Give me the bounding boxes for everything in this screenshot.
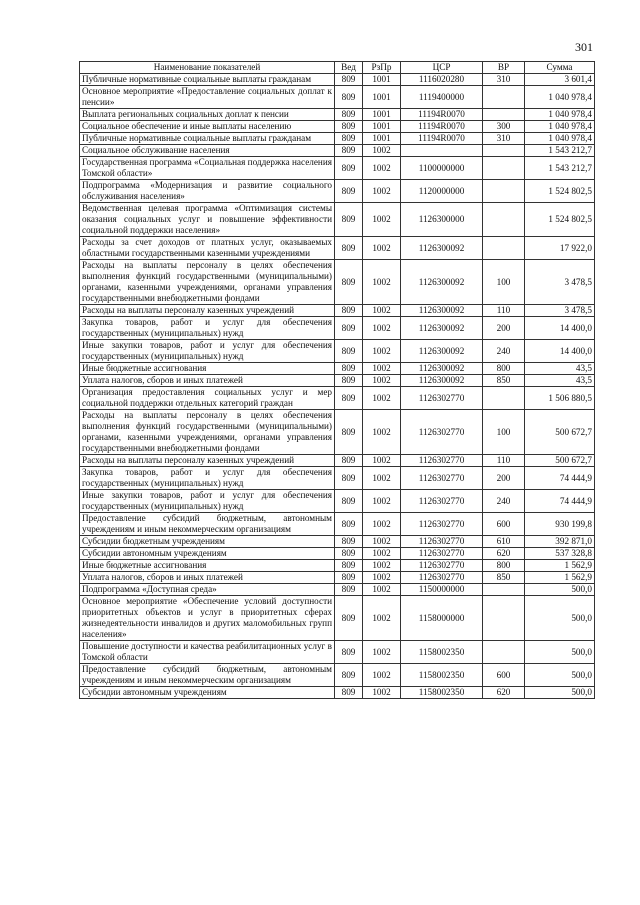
cell-name: Субсидии автономным учреждениям: [80, 548, 335, 560]
cell-name: Государственная программа «Социальная поддержка населения Томской области»: [80, 157, 335, 180]
cell-ved: 809: [335, 86, 363, 109]
cell-csr: 1116020280: [401, 74, 483, 86]
page-number: 301: [575, 40, 593, 54]
cell-rzpr: 1002: [363, 641, 401, 664]
cell-vr: [483, 109, 525, 121]
cell-ved: 809: [335, 410, 363, 455]
cell-sum: 3 601,4: [525, 74, 595, 86]
cell-sum: 500,0: [525, 641, 595, 664]
cell-ved: 809: [335, 260, 363, 305]
cell-sum: 1 040 978,4: [525, 109, 595, 121]
table-row: [80, 157, 595, 180]
cell-csr: [401, 145, 483, 157]
cell-rzpr: 1002: [363, 387, 401, 410]
cell-ved: 809: [335, 180, 363, 203]
cell-csr: 1126302770: [401, 560, 483, 572]
cell-sum: 930 199,8: [525, 513, 595, 536]
header-rzpr: РзПр: [363, 62, 401, 74]
cell-name: Повышение доступности и качества реабилитационных услуг в Томской области: [80, 641, 335, 664]
cell-name: Подпрограмма «Модернизация и развитие социального обслуживания населения»: [80, 180, 335, 203]
cell-name: Субсидии автономным учреждениям: [80, 687, 335, 699]
cell-name: Расходы на выплаты персоналу в целях обеспечения выполнения функций государственными (муниципальными) органами, казенными учреждениями, органами управления государственными внебюджетными фондами: [80, 410, 335, 455]
cell-csr: 1126302770: [401, 548, 483, 560]
cell-ved: 809: [335, 490, 363, 513]
table-row: [80, 596, 595, 641]
cell-ved: 809: [335, 584, 363, 596]
cell-vr: [483, 596, 525, 641]
cell-name: Публичные нормативные социальные выплаты гражданам: [80, 74, 335, 86]
cell-vr: 240: [483, 340, 525, 363]
header-ved: Вед: [335, 62, 363, 74]
cell-ved: 809: [335, 455, 363, 467]
cell-vr: [483, 157, 525, 180]
cell-ved: 809: [335, 664, 363, 687]
table-row: [80, 121, 595, 133]
table-header-row: [80, 62, 595, 74]
table-row: [80, 180, 595, 203]
cell-name: Уплата налогов, сборов и иных платежей: [80, 375, 335, 387]
cell-vr: 610: [483, 536, 525, 548]
cell-sum: 500 672,7: [525, 410, 595, 455]
cell-csr: 1126302770: [401, 572, 483, 584]
cell-csr: 1126300092: [401, 340, 483, 363]
cell-name: Основное мероприятие «Предоставление социальных доплат к пенсии»: [80, 86, 335, 109]
cell-vr: 620: [483, 548, 525, 560]
cell-name: Иные закупки товаров, работ и услуг для обеспечения государственных (муниципальных) нужд: [80, 340, 335, 363]
cell-rzpr: 1002: [363, 467, 401, 490]
cell-ved: 809: [335, 375, 363, 387]
cell-vr: 200: [483, 467, 525, 490]
header-vr: ВР: [483, 62, 525, 74]
cell-sum: 1 543 212,7: [525, 145, 595, 157]
cell-vr: [483, 584, 525, 596]
cell-rzpr: 1002: [363, 513, 401, 536]
cell-sum: 43,5: [525, 375, 595, 387]
cell-csr: 1126300092: [401, 317, 483, 340]
cell-name: Подпрограмма «Доступная среда»: [80, 584, 335, 596]
cell-csr: 11194R0070: [401, 109, 483, 121]
cell-csr: 11194R0070: [401, 121, 483, 133]
cell-rzpr: 1001: [363, 109, 401, 121]
cell-csr: 1126302770: [401, 455, 483, 467]
cell-rzpr: 1001: [363, 74, 401, 86]
table-row: [80, 203, 595, 237]
cell-sum: 1 040 978,4: [525, 121, 595, 133]
cell-rzpr: 1002: [363, 548, 401, 560]
table-row: [80, 641, 595, 664]
cell-csr: 1126300092: [401, 260, 483, 305]
cell-name: Социальное обслуживание населения: [80, 145, 335, 157]
cell-vr: 800: [483, 560, 525, 572]
cell-name: Расходы за счет доходов от платных услуг, оказываемых областными государственными казенными учреждениями: [80, 237, 335, 260]
cell-name: Расходы на выплаты персоналу казенных учреждений: [80, 305, 335, 317]
cell-vr: 100: [483, 260, 525, 305]
cell-csr: 1158000000: [401, 596, 483, 641]
cell-ved: 809: [335, 641, 363, 664]
cell-csr: 1126300092: [401, 305, 483, 317]
cell-ved: 809: [335, 548, 363, 560]
cell-sum: 1 524 802,5: [525, 203, 595, 237]
cell-vr: 240: [483, 490, 525, 513]
cell-ved: 809: [335, 121, 363, 133]
cell-sum: 1 524 802,5: [525, 180, 595, 203]
cell-ved: 809: [335, 317, 363, 340]
table-row: [80, 133, 595, 145]
cell-name: Социальное обеспечение и иные выплаты населению: [80, 121, 335, 133]
cell-sum: 1 506 880,5: [525, 387, 595, 410]
cell-ved: 809: [335, 157, 363, 180]
budget-table: [79, 61, 595, 699]
cell-sum: 14 400,0: [525, 340, 595, 363]
cell-ved: 809: [335, 560, 363, 572]
cell-vr: 600: [483, 664, 525, 687]
cell-sum: 43,5: [525, 363, 595, 375]
cell-sum: 1 562,9: [525, 560, 595, 572]
cell-vr: [483, 237, 525, 260]
cell-rzpr: 1002: [363, 363, 401, 375]
cell-sum: 500,0: [525, 584, 595, 596]
cell-rzpr: 1002: [363, 687, 401, 699]
cell-sum: 14 400,0: [525, 317, 595, 340]
cell-csr: 1126302770: [401, 536, 483, 548]
cell-sum: 1 562,9: [525, 572, 595, 584]
header-name: Наименование показателей: [80, 62, 335, 74]
table-row: [80, 340, 595, 363]
cell-name: Иные закупки товаров, работ и услуг для обеспечения государственных (муниципальных) нужд: [80, 490, 335, 513]
cell-rzpr: 1002: [363, 410, 401, 455]
table-row: [80, 687, 595, 699]
cell-ved: 809: [335, 536, 363, 548]
cell-sum: 1 040 978,4: [525, 133, 595, 145]
cell-csr: 1119400000: [401, 86, 483, 109]
cell-vr: [483, 203, 525, 237]
cell-vr: 310: [483, 74, 525, 86]
cell-sum: 74 444,9: [525, 490, 595, 513]
cell-name: Иные бюджетные ассигнования: [80, 363, 335, 375]
table-row: [80, 490, 595, 513]
cell-sum: 3 478,5: [525, 305, 595, 317]
cell-csr: 1120000000: [401, 180, 483, 203]
cell-vr: 850: [483, 375, 525, 387]
cell-name: Закупка товаров, работ и услуг для обеспечения государственных (муниципальных) нужд: [80, 467, 335, 490]
cell-csr: 1126300000: [401, 203, 483, 237]
table-row: [80, 664, 595, 687]
cell-rzpr: 1002: [363, 145, 401, 157]
cell-vr: 800: [483, 363, 525, 375]
cell-vr: [483, 641, 525, 664]
cell-vr: 300: [483, 121, 525, 133]
cell-ved: 809: [335, 467, 363, 490]
table-row: [80, 572, 595, 584]
cell-vr: [483, 86, 525, 109]
cell-rzpr: 1002: [363, 560, 401, 572]
cell-rzpr: 1002: [363, 203, 401, 237]
cell-csr: 1158002350: [401, 641, 483, 664]
cell-name: Публичные нормативные социальные выплаты гражданам: [80, 133, 335, 145]
cell-ved: 809: [335, 387, 363, 410]
cell-csr: 1126302770: [401, 467, 483, 490]
cell-vr: [483, 387, 525, 410]
cell-vr: 100: [483, 410, 525, 455]
cell-rzpr: 1002: [363, 536, 401, 548]
cell-name: Предоставление субсидий бюджетным, автономным учреждениям и иным некоммерческим организациям: [80, 664, 335, 687]
cell-rzpr: 1002: [363, 490, 401, 513]
cell-csr: 1126302770: [401, 410, 483, 455]
cell-ved: 809: [335, 572, 363, 584]
cell-sum: 1 543 212,7: [525, 157, 595, 180]
table-row: [80, 363, 595, 375]
cell-ved: 809: [335, 109, 363, 121]
cell-ved: 809: [335, 145, 363, 157]
cell-name: Иные бюджетные ассигнования: [80, 560, 335, 572]
cell-ved: 809: [335, 133, 363, 145]
cell-name: Закупка товаров, работ и услуг для обеспечения государственных (муниципальных) нужд: [80, 317, 335, 340]
table-row: [80, 109, 595, 121]
cell-csr: 11194R0070: [401, 133, 483, 145]
cell-rzpr: 1002: [363, 455, 401, 467]
cell-sum: 1 040 978,4: [525, 86, 595, 109]
cell-ved: 809: [335, 203, 363, 237]
table-row: [80, 145, 595, 157]
cell-rzpr: 1002: [363, 180, 401, 203]
table-row: [80, 74, 595, 86]
cell-sum: 537 328,8: [525, 548, 595, 560]
cell-name: Расходы на выплаты персоналу в целях обеспечения выполнения функций государственными (муниципальными) органами, казенными учреждениями, органами управления государственными внебюджетными фондами: [80, 260, 335, 305]
cell-ved: 809: [335, 363, 363, 375]
cell-csr: 1100000000: [401, 157, 483, 180]
cell-ved: 809: [335, 340, 363, 363]
cell-sum: 500,0: [525, 664, 595, 687]
cell-rzpr: 1001: [363, 133, 401, 145]
cell-ved: 809: [335, 596, 363, 641]
cell-vr: 310: [483, 133, 525, 145]
cell-rzpr: 1001: [363, 121, 401, 133]
cell-vr: 200: [483, 317, 525, 340]
table-row: [80, 305, 595, 317]
table-row: [80, 260, 595, 305]
cell-name: Субсидии бюджетным учреждениям: [80, 536, 335, 548]
cell-ved: 809: [335, 305, 363, 317]
cell-vr: 600: [483, 513, 525, 536]
cell-vr: [483, 180, 525, 203]
cell-csr: 1126302770: [401, 387, 483, 410]
cell-rzpr: 1002: [363, 572, 401, 584]
cell-rzpr: 1001: [363, 86, 401, 109]
cell-sum: 74 444,9: [525, 467, 595, 490]
cell-rzpr: 1002: [363, 260, 401, 305]
table-row: [80, 375, 595, 387]
cell-name: Уплата налогов, сборов и иных платежей: [80, 572, 335, 584]
table-row: [80, 584, 595, 596]
cell-csr: 1126302770: [401, 513, 483, 536]
cell-sum: 500 672,7: [525, 455, 595, 467]
cell-csr: 1126300092: [401, 237, 483, 260]
cell-sum: 500,0: [525, 687, 595, 699]
table-row: [80, 237, 595, 260]
cell-ved: 809: [335, 687, 363, 699]
cell-vr: 110: [483, 305, 525, 317]
table-row: [80, 86, 595, 109]
cell-vr: [483, 145, 525, 157]
cell-ved: 809: [335, 74, 363, 86]
table-row: [80, 317, 595, 340]
cell-name: Расходы на выплаты персоналу казенных учреждений: [80, 455, 335, 467]
cell-name: Предоставление субсидий бюджетным, автономным учреждениям и иным некоммерческим организациям: [80, 513, 335, 536]
cell-csr: 1126300092: [401, 375, 483, 387]
cell-rzpr: 1002: [363, 584, 401, 596]
cell-rzpr: 1002: [363, 596, 401, 641]
cell-sum: 500,0: [525, 596, 595, 641]
cell-vr: 620: [483, 687, 525, 699]
cell-ved: 809: [335, 513, 363, 536]
cell-rzpr: 1002: [363, 375, 401, 387]
cell-csr: 1126300092: [401, 363, 483, 375]
cell-vr: 850: [483, 572, 525, 584]
table-row: [80, 560, 595, 572]
cell-csr: 1126302770: [401, 490, 483, 513]
cell-ved: 809: [335, 237, 363, 260]
table-row: [80, 467, 595, 490]
cell-rzpr: 1002: [363, 317, 401, 340]
cell-csr: 1158002350: [401, 664, 483, 687]
cell-name: Ведомственная целевая программа «Оптимизация системы оказания социальных услуг и повышение эффективности социальной поддержки населения»: [80, 203, 335, 237]
cell-sum: 3 478,5: [525, 260, 595, 305]
cell-rzpr: 1002: [363, 237, 401, 260]
table-row: [80, 548, 595, 560]
cell-name: Организация предоставления социальных услуг и мер социальной поддержки отдельных категорий граждан: [80, 387, 335, 410]
cell-sum: 392 871,0: [525, 536, 595, 548]
cell-csr: 1150000000: [401, 584, 483, 596]
cell-rzpr: 1002: [363, 340, 401, 363]
cell-rzpr: 1002: [363, 305, 401, 317]
table-row: [80, 387, 595, 410]
cell-vr: 110: [483, 455, 525, 467]
header-csr: ЦСР: [401, 62, 483, 74]
table-row: [80, 455, 595, 467]
table-row: [80, 513, 595, 536]
cell-sum: 17 922,0: [525, 237, 595, 260]
cell-csr: 1158002350: [401, 687, 483, 699]
cell-name: Выплата региональных социальных доплат к пенсии: [80, 109, 335, 121]
header-sum: Сумма: [525, 62, 595, 74]
cell-rzpr: 1002: [363, 664, 401, 687]
table-row: [80, 536, 595, 548]
table-row: [80, 410, 595, 455]
cell-name: Основное мероприятие «Обеспечение условий доступности приоритетных объектов и услуг в приоритетных сферах жизнедеятельности инвалидов и других маломобильных групп населения»: [80, 596, 335, 641]
cell-rzpr: 1002: [363, 157, 401, 180]
